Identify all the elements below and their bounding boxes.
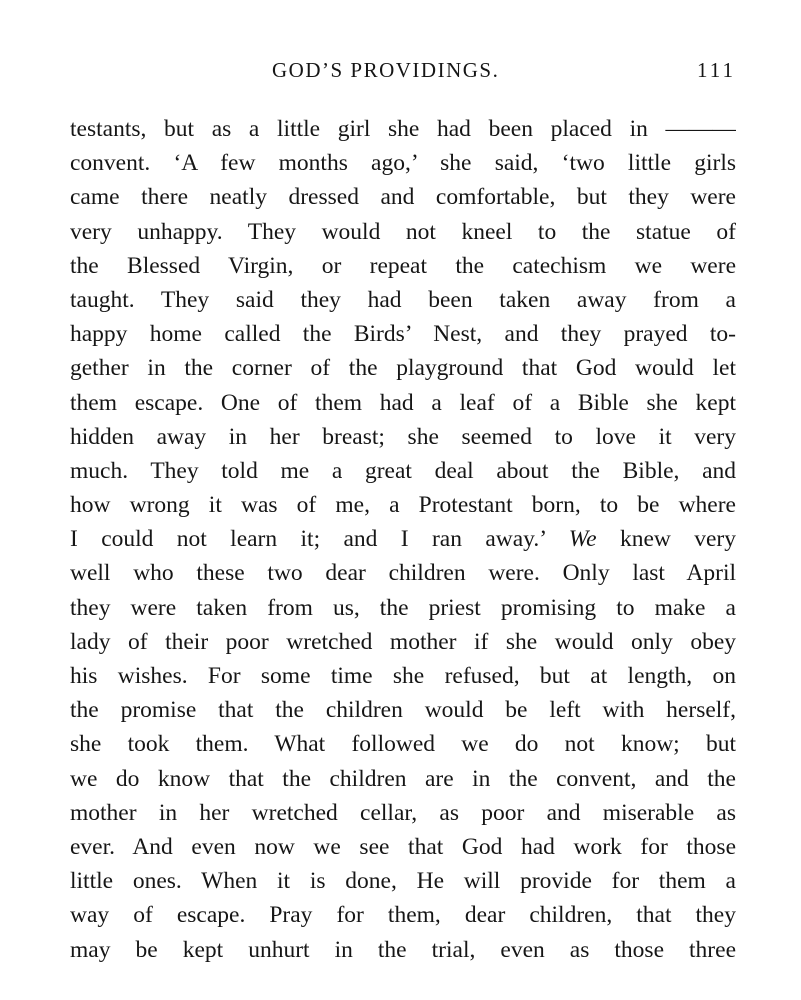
text-line: way of escape. Pray for them, dear children, that they: [70, 902, 736, 929]
running-head: [70, 58, 736, 88]
text-line: testants, but as a little girl she had been placed in ———: [70, 116, 736, 142]
text-line: may be kept unhurt in the trial, even as those three: [70, 936, 736, 963]
text-line: the promise that the children would be left with herself,: [70, 697, 736, 724]
text-line: they were taken from us, the priest promising to make a: [70, 594, 736, 621]
italic-word: We: [568, 526, 597, 553]
text-line-mixed: [70, 522, 736, 556]
text-line: hidden away in her breast; she seemed to love it very: [70, 423, 736, 450]
text-segment: I could not learn it; and I ran away.’: [70, 526, 546, 553]
text-line: his wishes. For some time she refused, but at length, on: [70, 663, 736, 689]
text-line: came there neatly dressed and comfortable, but they were: [70, 184, 736, 211]
text-line: gether in the corner of the playground that God would let: [70, 355, 736, 382]
text-line: ever. And even now we see that God had work for those: [70, 833, 736, 860]
text-segment: knew very: [619, 526, 736, 553]
text-line: lady of their poor wretched mother if she would only obey: [70, 628, 736, 655]
body-text: [70, 112, 736, 967]
text-line: well who these two dear children were. Only last April: [70, 560, 736, 587]
text-line: little ones. When it is done, He will provide for them a: [70, 868, 736, 895]
text-line: happy home called the Birds’ Nest, and they prayed to-: [70, 321, 736, 348]
text-line: she took them. What followed we do not know; but: [70, 731, 736, 758]
page-number: 111: [697, 58, 736, 82]
text-line: convent. ‘A few months ago,’ she said, ‘two little girls: [70, 150, 736, 177]
text-line: taught. They said they had been taken away from a: [70, 286, 736, 313]
text-line: very unhappy. They would not kneel to the statue of: [70, 218, 736, 245]
running-title: GOD’S PROVIDINGS.: [272, 58, 500, 82]
text-line: mother in her wretched cellar, as poor and miserable as: [70, 799, 736, 826]
text-line: much. They told me a great deal about the Bible, and: [70, 457, 736, 484]
text-line: them escape. One of them had a leaf of a Bible she kept: [70, 389, 736, 416]
text-line: the Blessed Virgin, or repeat the catechism we were: [70, 252, 736, 279]
text-line: we do know that the children are in the convent, and the: [70, 765, 736, 792]
text-line: how wrong it was of me, a Protestant born, to be where: [70, 492, 736, 519]
